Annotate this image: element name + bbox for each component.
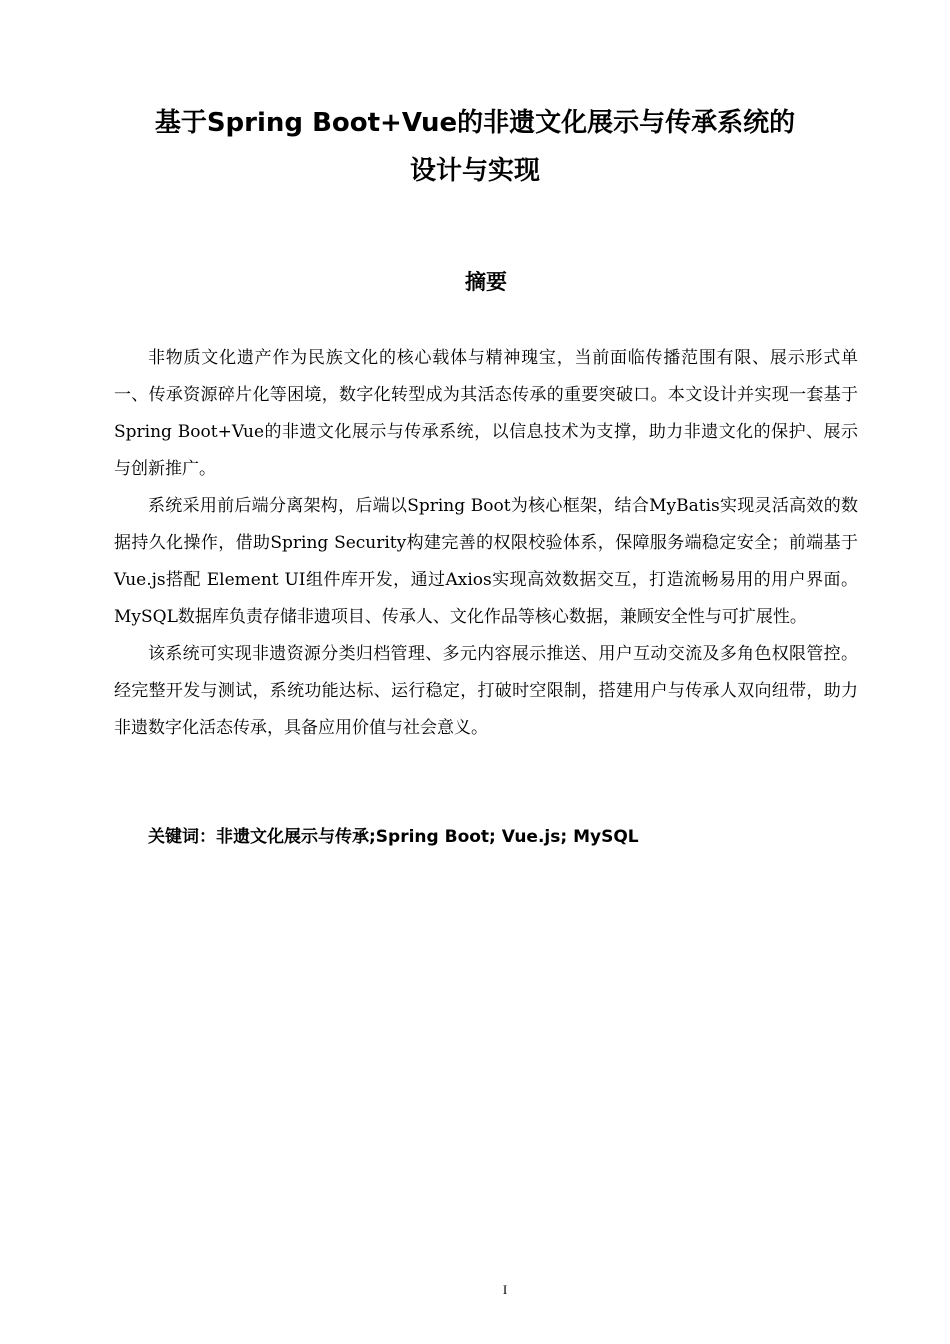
abstract-paragraph-2: 系统采用前后端分离架构，后端以Spring Boot为核心框架，结合MyBatis实现灵活高效的数据持久化操作，借助Spring Security构建完善的权限校验体系，保障服务端稳定安全；前端基于Vue.js搭配 Element UI组件库开发，通过Axios实现高效数据交互，打造流畅易用的用户界面。MySQL数据库负责存储非遗项目、传承人、文化作品等核心数据，兼顾安全性与可扩展性。: [114, 496, 858, 627]
abstract-paragraph-1: 非物质文化遗产作为民族文化的核心载体与精神瑰宝，当前面临传播范围有限、展示形式单一、传承资源碎片化等困境，数字化转型成为其活态传承的重要突破口。本文设计并实现一套基于Spring Boot+Vue的非遗文化展示与传承系统，以信息技术为支撑，助力非遗文化的保护、展示与创新推广。: [114, 348, 858, 479]
abstract-body: [114, 340, 858, 747]
page-number: I: [502, 1282, 508, 1297]
abstract-heading: 摘要: [465, 270, 507, 294]
paper-title-line1: 基于Spring Boot+Vue的非遗文化展示与传承系统的: [154, 108, 796, 138]
abstract-paragraph-3: 该系统可实现非遗资源分类归档管理、多元内容展示推送、用户互动交流及多角色权限管控。经完整开发与测试，系统功能达标、运行稳定，打破时空限制，搭建用户与传承人双向纽带，助力非遗数字化活态传承，具备应用价值与社会意义。: [114, 644, 858, 738]
paper-title-line2: 设计与实现: [409, 156, 540, 186]
keywords-line: 关键词：非遗文化展示与传承;Spring Boot; Vue.js; MySQL: [148, 827, 639, 847]
